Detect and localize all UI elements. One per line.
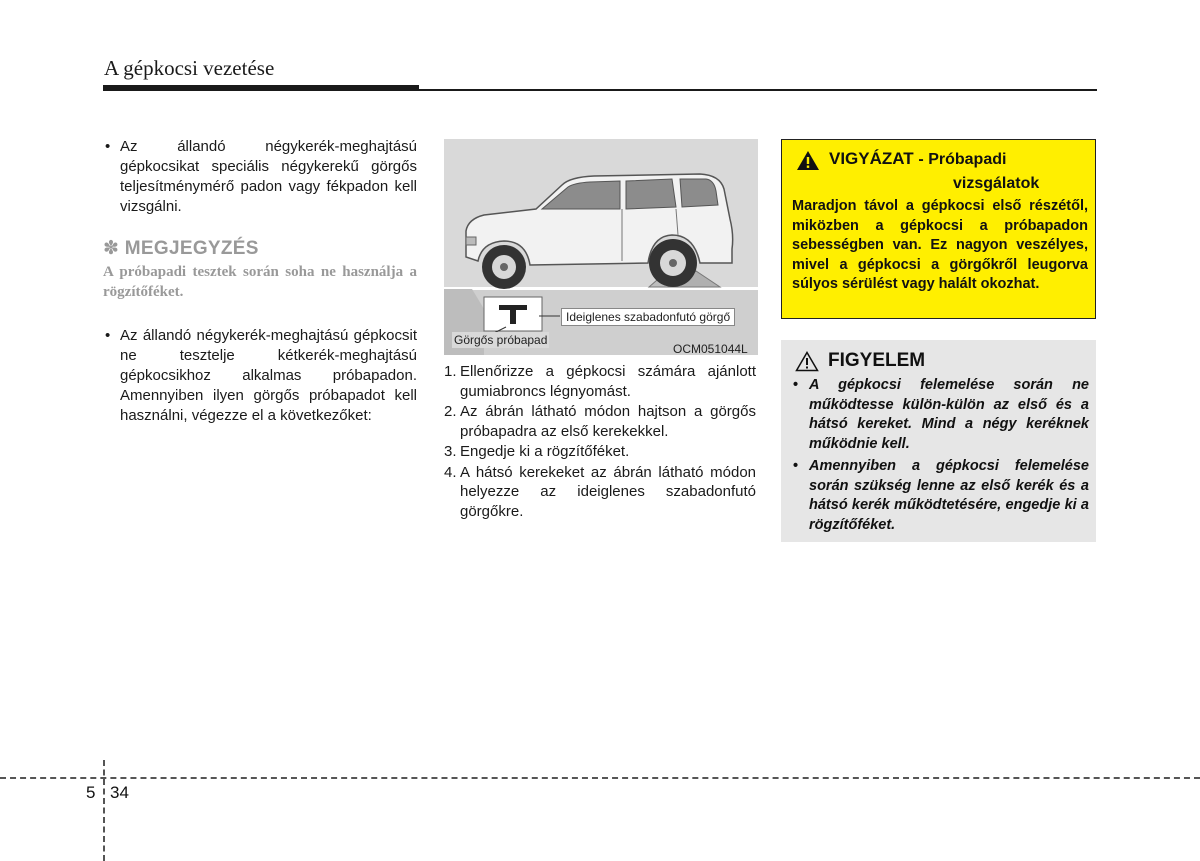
step-item: [444, 402, 756, 441]
caution-body: Maradjon távol a gépkocsi első részétől, miközben a gépkocsi a próbapadon sebességben van. Ez nagyon veszélyes, mivel a gépkocsi a görgőkről leugorva súlyos sérülést vagy halált okozhat.: [792, 198, 1088, 292]
bullet-dot: •: [105, 327, 111, 344]
bullet-dot: •: [793, 458, 799, 474]
left-column: [103, 137, 417, 426]
warning-body: [791, 376, 1089, 538]
step-number: 3.: [444, 443, 457, 460]
header-rule-thick: [103, 85, 419, 91]
warning-item: [791, 376, 1089, 454]
note-heading: ✽ MEGJEGYZÉS: [103, 238, 259, 259]
bullet-dot: •: [105, 138, 111, 155]
section-number: 5: [86, 783, 96, 802]
dynamometer-figure: [444, 139, 758, 355]
header-rule-thin: [419, 89, 1097, 91]
caution-subtitle-2: vizsgálatok: [953, 175, 1040, 192]
step-text: A hátsó kerekeket az ábrán látható módon helyezze az ideiglenes szabadonfutó görgőkre.: [460, 463, 756, 520]
note-body: A próbapadi tesztek során soha ne használja a rögzítőféket.: [103, 264, 417, 300]
warning-triangle-outline-icon: [795, 351, 819, 372]
step-text: Engedje ki a rögzítőféket.: [460, 443, 630, 460]
bullet-item: [103, 326, 417, 426]
warning-item-text: A gépkocsi felemelése során ne működtesse külön-külön az első és a hátsó kereket. Mind a négy keréknek működnie kell.: [809, 377, 1089, 452]
warning-triangle-icon: [796, 150, 820, 171]
bullet-item: [103, 137, 417, 217]
caution-box: [781, 139, 1096, 319]
footer-vertical-divider: [103, 760, 105, 861]
warning-item: [791, 457, 1089, 535]
caution-title-text: VIGYÁZAT: [829, 149, 914, 168]
bench-label: Görgős próbapad: [454, 333, 548, 347]
step-item: [444, 442, 756, 462]
step-number: 1.: [444, 363, 457, 380]
bullet-text: Az állandó négykerék-meghajtású gépkocsikat speciális négykerekű görgős teljesítménymérő padon vagy fékpadon kell vizsgálni.: [120, 138, 417, 215]
roller-label: Ideiglenes szabadonfutó görgő: [561, 308, 735, 326]
footer-divider: [0, 777, 1200, 779]
step-text: Ellenőrizze a gépkocsi számára ajánlott gumiabroncs légnyomást.: [460, 363, 756, 400]
step-number: 4.: [444, 463, 457, 481]
warning-item-text: Amennyiben a gépkocsi felemelése során szükség lenne az első kerék és a hátsó kerék működtetésére, engedje ki a rögzítőféket.: [809, 458, 1089, 533]
step-item: [444, 463, 756, 522]
warning-box: [781, 340, 1096, 542]
bullet-dot: •: [793, 377, 799, 393]
step-item: [444, 362, 756, 401]
step-text: Az ábrán látható módon hajtson a görgős próbapadra az első kerekekkel.: [460, 403, 756, 440]
step-number: 2.: [444, 403, 457, 420]
bullet-text: Az állandó négykerék-meghajtású gépkocsit ne tesztelje kétkerék-meghajtású gépkocsikhoz alkalmas próbapadon. Amennyiben ilyen görgős próbapadot kell használni, végezze el a következőket:: [120, 327, 417, 424]
page-number: 34: [110, 783, 129, 802]
warning-title: FIGYELEM: [828, 350, 926, 371]
steps-list: [444, 362, 756, 522]
caution-subtitle: - Próbapadi: [918, 151, 1007, 168]
caution-title: [829, 149, 1006, 169]
page-header-title: A gépkocsi vezetése: [104, 56, 275, 80]
figure-code: OCM051044L: [673, 342, 748, 356]
